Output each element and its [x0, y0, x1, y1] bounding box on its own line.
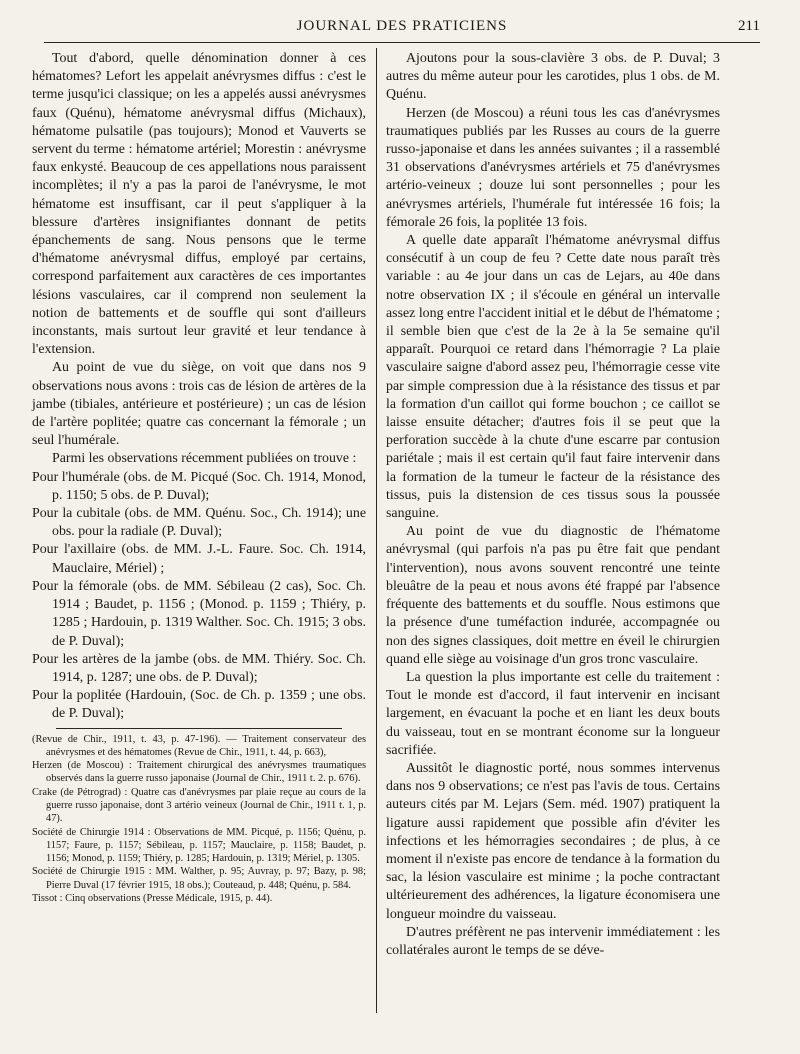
paragraph-herzen: Herzen (de Moscou) a réuni tous les cas d'anévrysmes traumatiques publiés par les Russes au cours de la guerre russo-japonaise et dans les années suivantes ; il a rassemblé 31 observations d'anévrysmes artériels et 75 d'anévrysmes artério-veineux ; douze lui sont personnelles ; pour les anévrysmes artériels, l'humérale fut intéressée 16 fois; la fémorale 26 fois, la poplitée 13 fois. [386, 105, 720, 230]
list-item-axillaire: Pour l'axillaire (obs. de MM. J.-L. Faure. Soc. Ch. 1914, Mauclaire, Mériel) ; [32, 542, 366, 576]
paragraph-observations-intro: Parmi les observations récemment publiées on trouve : [52, 451, 357, 467]
footnote-societe-1914: Société de Chirurgie 1914 : Observations de MM. Picqué, p. 1156; Quénu, p. 1157; Faure, p. 1157; Sébileau, p. 1157; Mauclaire, p. 1158; Baudet, p. 1156; Monod, p. 1159; Thiéry, p. 1285; Hardouin, p. 1319; Mériel, p. 1305. [32, 826, 366, 865]
paragraph-date: A quelle date apparaît l'hématome anévrysmal diffus consécutif à un coup de feu ? Cette date nous paraît très variable : au 4e jour dans un cas de Lejars, au 40e dans notre observation IX ; il s'écoule en général un intervalle assez long entre l'accident initial et le début de l'hématome ; il semble bien que c'est de la 2e à la 5e semaine qu'il apparaît. Pourquoi ce retard dans l'hémorragie ? La plaie vasculaire saigne d'abord assez peu, l'hémorragie cesse vite par simple compression due à la résistance des tissus et par la formation d'un caillot qui forme bouchon ; ce caillot se laisse ensuite détacher; d'autres fois il se peut que la perforation succède à la chute d'une escarre par contusion pariétale ; mais il est certain qu'il faut faire intervenir dans la formation de la tumeur le facteur de la résistance des tissus, puis la distension de ces tissus sous la poussée sanguine. [386, 233, 720, 522]
running-head [44, 14, 760, 43]
paragraph-intervention: Aussitôt le diagnostic porté, nous sommes intervenus dans nos 9 observations; ce n'est pas l'avis de tous. Certains auteurs cités par M. Lejars (Sem. méd. 1907) pratiquent la ligature aussi rapidement que possible afin d'éviter les infections et les hémorragies secondaires ; de plus, à ce moment il n'existe pas encore de tendance à la formation du sac, la lésion vasculaire est minime ; la poche contractant ultérieurement des adhérences, la ligature économisera une longueur moindre du vaisseau. [386, 760, 720, 922]
list-item-jambe: Pour les artères de la jambe (obs. de MM. Thiéry. Soc. Ch. 1914, p. 1287; une obs. de P. Duval); [32, 651, 366, 685]
list-item-cubitale: Pour la cubitale (obs. de MM. Quénu. Soc., Ch. 1914); une obs. pour la radiale (P. Duval); [32, 506, 366, 540]
paragraph-sous-claviere: Ajoutons pour la sous-clavière 3 obs. de P. Duval; 3 autres du même auteur pour les carotides, plus 1 obs. de M. Quénu. [386, 51, 720, 103]
paragraph-collaterales: D'autres préfèrent ne pas intervenir immédiatement : les collatérales auront le temps de se déve- [386, 924, 720, 958]
right-column [386, 50, 720, 960]
list-item-humerale: Pour l'humérale (obs. de M. Picqué (Soc. Ch. 1914, Monod, p. 1150; 5 obs. de P. Duval); [32, 469, 366, 503]
page-number: 211 [738, 18, 760, 34]
footnote-revue-chir: (Revue de Chir., 1911, t. 43, p. 47-196). — Traitement conservateur des anévrysmes et des hématomes (Revue de Chir., 1911, t. 44, p. 663), [32, 733, 366, 758]
footnote-societe-1915: Société de Chirurgie 1915 : MM. Walther, p. 95; Auvray, p. 97; Bazy, p. 98; Pierre Duval (17 février 1915, 18 obs.); Couteaud, p. 448; Quénu, p. 584. [32, 866, 366, 891]
paragraph-diagnostic: Au point de vue du diagnostic de l'hématome anévrysmal (qui parfois n'a pas pu être fait que pendant l'intervention), nous avons souvent rencontré une teinte bleuâtre de la peau et nous avons été frappé par l'absence fréquente des battements et du souffle. Nous estimons que la présence d'une tuméfaction indurée, accompagnée ou non des signes classiques, doit mettre en éveil le chirurgien quand elle siège au voisinage d'un gros tronc vasculaire. [386, 524, 720, 667]
paragraph-denomination: Tout d'abord, quelle dénomination donner à ces hématomes? Lefort les appelait anévrysmes diffus : c'est le terme jusqu'ici classique; on les a appelés aussi anévrysmes faux (Quénu), hématome anévrysmal diffus (Michaux), hématome pulsatile (pas toujours); Monod et Vauverts se servent du terme : hématome artériel; Morestin : anévrysme faux enkysté. Beaucoup de ces appellations nous paraissent incomplètes; il n'y a pas la paroi de l'anévrysme, le mot hématome est insuffisant, car il peut s'appliquer à la blessure d'artères insignifiantes donnant de petits épanchements de sang. Nous pensons que le terme d'hématome anévrysmal diffus, employé par certains, correspond parfaitement aux caractères de ces importantes lésions vasculaires, car il comprend non seulement la notion de battements et de souffle qui sont d'ailleurs inconstants, mais surtout leur gravité et leur tendance à l'extension. [32, 51, 366, 358]
paragraph-traitement: La question la plus importante est celle du traitement : Tout le monde est d'accord, il faut intervenir en incisant largement, en évacuant la poche et en liant les deux bouts du vaisseau, tout en se montrant économe sur la longueur sacrifiée. [386, 669, 720, 758]
footnote-tissot: Tissot : Cinq observations (Presse Médicale, 1915, p. 44). [32, 893, 273, 905]
column-divider [376, 48, 377, 1013]
paragraph-siege: Au point de vue du siège, on voit que dans nos 9 observations nous avons : trois cas de lésion de artères de la jambe (tibiales, antérieure et postérieure) ; un cas de lésion de l'artère poplitée; quatre cas concernant la fémorale ; un seul l'humérale. [32, 360, 366, 449]
journal-title: JOURNAL DES PRATICIENS [296, 18, 508, 34]
list-item-poplitee: Pour la poplitée (Hardouin, (Soc. de Ch. p. 1359 ; une obs. de P. Duval); [32, 688, 366, 722]
footnote-rule [56, 728, 342, 729]
footnotes [32, 733, 366, 906]
left-column [32, 50, 366, 905]
footnote-herzen: Herzen (de Moscou) : Traitement chirurgical des anévrysmes traumatiques observés dans la guerre russo japonaise (Journal de Chir., 1911 t. 2. p. 676). [32, 760, 366, 785]
list-item-femorale: Pour la fémorale (obs. de MM. Sébileau (2 cas), Soc. Ch. 1914 ; Baudet, p. 1156 ; (Monod. p. 1159 ; Thiéry, p. 1285 ; Hardouin, p. 1319 Walther. Soc. Ch. 1915; 3 obs. de P. Duval); [32, 578, 366, 649]
footnote-crake: Crake (de Pétrograd) : Quatre cas d'anévrysmes par plaie reçue au cours de la guerre russo japonaise, dont 3 artério veineux (Journal de Chir., 1911 t. 1, p. 47). [32, 786, 366, 825]
